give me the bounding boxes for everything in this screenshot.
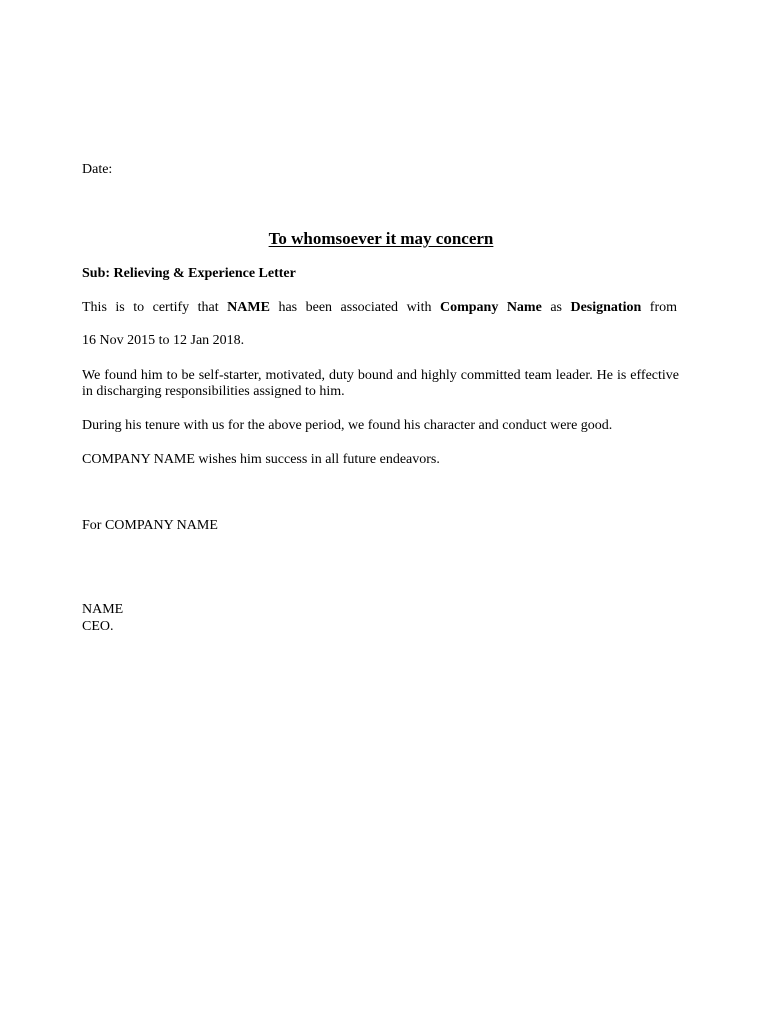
conduct-paragraph: During his tenure with us for the above period, we found his character and conduct were good. — [82, 418, 613, 433]
employment-period: 16 Nov 2015 to 12 Jan 2018. — [82, 333, 245, 348]
signatory-name: NAME — [82, 602, 124, 617]
company-name: Company Name — [439, 300, 542, 315]
letter-title: To whomsoever it may concern — [268, 229, 494, 248]
wishes-paragraph: COMPANY NAME wishes him success in all future endeavors. — [82, 452, 440, 467]
employee-name: NAME — [227, 300, 270, 315]
certify-middle-2: as — [541, 300, 571, 315]
qualities-paragraph: We found him to be self-starter, motivated, duty bound and highly committed team leader. He is effective in discharging responsibilities assigned to him. — [82, 368, 679, 399]
signatory-title: CEO. — [82, 619, 114, 634]
certify-line — [82, 300, 677, 316]
subject-line: Sub: Relieving & Experience Letter — [82, 266, 296, 281]
certify-prefix: This is to certify that — [82, 300, 228, 315]
date-label: Date: — [82, 162, 113, 177]
certify-suffix: from — [641, 300, 677, 315]
certify-middle-1: has been associated with — [269, 300, 440, 315]
designation: Designation — [570, 300, 642, 315]
signoff-line: For COMPANY NAME — [82, 518, 218, 533]
